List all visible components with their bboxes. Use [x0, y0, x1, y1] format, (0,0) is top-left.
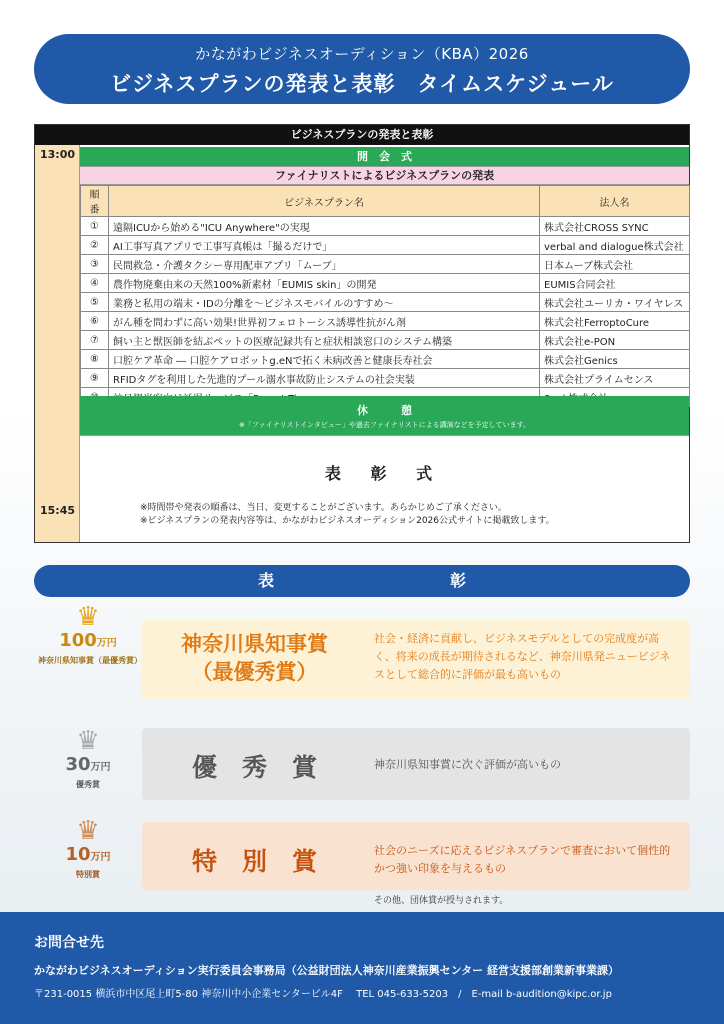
- plan-corp: verbal and dialogue株式会社: [540, 236, 690, 255]
- plan-no: ②: [81, 236, 109, 255]
- medal-label: 神奈川県知事賞（最優秀賞）: [38, 656, 142, 665]
- plan-no: ⑦: [81, 331, 109, 350]
- time-column: [35, 145, 80, 542]
- schedule-heading: ビジネスプランの発表と表彰: [35, 125, 689, 145]
- note-time: ※時間帯や発表の順番は、当日、変更することがございます。あらかじめご了承ください。: [140, 503, 507, 513]
- plan-corp: 日本ムーブ株式会社: [540, 255, 690, 274]
- prize-footnote: その他、団体賞が授与されます。: [374, 896, 509, 906]
- footer: [0, 912, 724, 1024]
- medal-gold: [38, 602, 142, 714]
- prize-desc: 社会・経済に貢献し、ビジネスモデルとしての完成度が高く、将来の成長が期待されるなど、神奈川県発ニュービジネスとして総合的に評価が最も高いもの: [374, 632, 671, 681]
- footer-heading: お問合せ先: [34, 935, 104, 951]
- header-subtitle: かながわビジネスオーディション（KBA）2026: [195, 45, 529, 63]
- prize-name: 特 別 賞: [191, 847, 317, 876]
- medal-amount: 100万円: [59, 630, 117, 651]
- table-row: [81, 350, 690, 369]
- awards-heading: 表 彰: [34, 565, 690, 597]
- plan-no: ③: [81, 255, 109, 274]
- plan-no: ⑤: [81, 293, 109, 312]
- table-row: [81, 369, 690, 388]
- plan-name: 農作物廃棄由来の天然100%新素材「EUMIS skin」の開発: [109, 274, 540, 293]
- plan-corp: 株式会社Genics: [540, 350, 690, 369]
- table-row: [81, 312, 690, 331]
- crown-icon: ♛: [76, 602, 100, 632]
- break-row: [80, 396, 689, 436]
- page-title: ビジネスプランの発表と表彰 タイムスケジュール: [110, 72, 614, 96]
- plan-table: [80, 185, 690, 407]
- plan-corp: 株式会社e-PON: [540, 331, 690, 350]
- prize-desc: 社会のニーズに応えるビジネスプランで審査において個性的かつ強い印象を与えるもの: [374, 844, 671, 875]
- plan-name: AI工事写真アプリで工事写真帳は「撮るだけで」: [109, 236, 540, 255]
- plan-name: がん種を問わずに高い効果!世界初フェロトーシス誘導性抗がん剤: [109, 312, 540, 331]
- plan-no: ⑥: [81, 312, 109, 331]
- medal-amount: 10万円: [65, 844, 111, 865]
- plan-name: 遠隔ICUから始める"ICU Anywhere"の実現: [109, 217, 540, 236]
- table-row: [81, 236, 690, 255]
- plan-no: ④: [81, 274, 109, 293]
- medal-amount: 30万円: [65, 754, 111, 775]
- table-row: [81, 293, 690, 312]
- prize-name: 優 秀 賞: [191, 753, 317, 782]
- note-publish: ※ビジネスプランの発表内容等は、かながわビジネスオーディション2026公式サイトに掲載致します。: [140, 516, 555, 526]
- table-row: [81, 217, 690, 236]
- award-ceremony-title: 表 彰 式: [324, 464, 445, 483]
- opening-row: 開 会 式: [80, 147, 689, 167]
- table-row: [81, 255, 690, 274]
- medal-label: 特別賞: [76, 870, 100, 879]
- schedule-table: [34, 124, 690, 543]
- plan-name: RFIDタグを利用した先進的プール溺水事故防止システムの社会実装: [109, 369, 540, 388]
- plan-name: 業務と私用の端末・IDの分離を～ビジネスモバイルのすすめ～: [109, 293, 540, 312]
- table-row: [81, 331, 690, 350]
- break-title: 休 憩: [357, 404, 412, 417]
- finalist-heading: ファイナリストによるビジネスプランの発表: [80, 167, 689, 185]
- footer-org: かながわビジネスオーディション実行委員会事務局（公益財団法人神奈川産業振興センター 経営支援部創業新事業課）: [34, 964, 619, 977]
- crown-icon: ♛: [76, 816, 100, 846]
- time-open: 13:00: [39, 148, 75, 161]
- plan-no: ⑧: [81, 350, 109, 369]
- plan-corp: 株式会社FerroptoCure: [540, 312, 690, 331]
- plan-no: ①: [81, 217, 109, 236]
- plan-corp: EUMIS合同会社: [540, 274, 690, 293]
- prize-name: 神奈川県知事賞 （最優秀賞）: [181, 632, 328, 684]
- break-note: ※「ファイナリストインタビュー」や過去ファイナリストによる講演などを予定しています。: [238, 421, 531, 429]
- footer-address: 〒231-0015 横浜市中区尾上町5-80 神奈川中小企業センタービル4F TEL 045-633-5203 / E-mail b-audition@kipc.or.jp: [34, 989, 612, 1000]
- plan-name: 飼い主と獣医師を結ぶペットの医療記録共有と症状相談窓口のシステム構築: [109, 331, 540, 350]
- time-award: 15:45: [39, 504, 75, 517]
- plan-no: ⑨: [81, 369, 109, 388]
- plan-corp: 株式会社CROSS SYNC: [540, 217, 690, 236]
- col-order: 順番: [81, 186, 109, 217]
- col-corp: 法人名: [540, 186, 690, 217]
- prize-card-gold: [142, 620, 690, 700]
- plan-name: 口腔ケア革命 ― 口腔ケアロボットg.eNで拓く未病改善と健康長寿社会: [109, 350, 540, 369]
- medal-bronze: [38, 818, 138, 898]
- prize-card-silver: [142, 728, 690, 800]
- plan-corp: 株式会社プライムセンス: [540, 369, 690, 388]
- crown-icon: ♛: [76, 726, 100, 756]
- plan-name: 民間救急・介護タクシー専用配車アプリ「ムーブ」: [109, 255, 540, 274]
- prize-desc: 神奈川県知事賞に次ぐ評価が高いもの: [374, 758, 561, 771]
- award-ceremony-row: [80, 436, 689, 542]
- medal-silver: [38, 728, 138, 808]
- col-plan-name: ビジネスプラン名: [109, 186, 540, 217]
- medal-label: 優秀賞: [76, 780, 100, 789]
- header-banner: [34, 34, 690, 104]
- table-row: [81, 274, 690, 293]
- plan-corp: 株式会社ユーリカ・ワイヤレス: [540, 293, 690, 312]
- prize-card-bronze: [142, 822, 690, 890]
